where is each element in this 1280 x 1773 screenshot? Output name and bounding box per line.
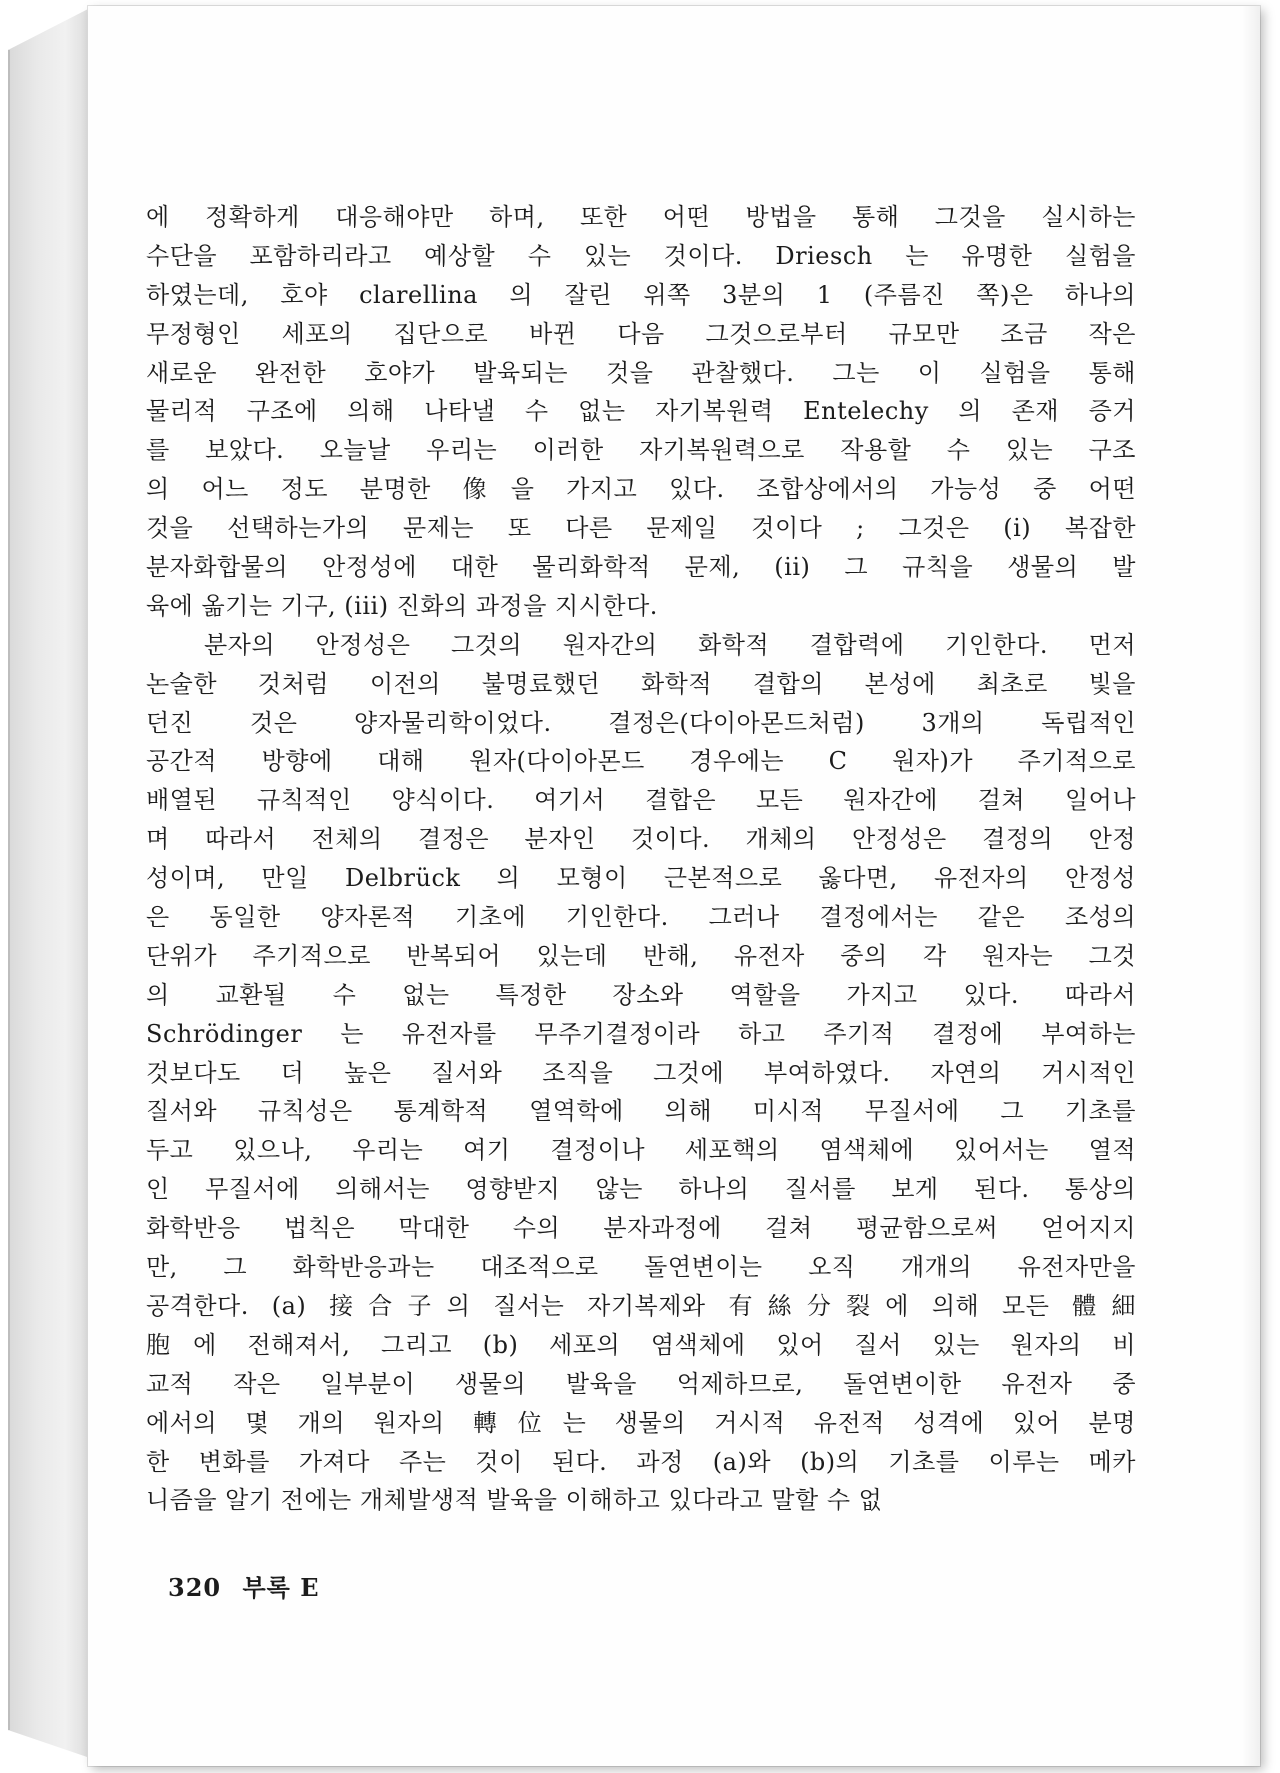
text-line: 교적 작은 일부분이 생물의 발육을 억제하므로, 돌연변이한 유전자 중 [146, 1369, 1136, 1398]
text-line: 니즘을 알기 전에는 개체발생적 발육을 이해하고 있다라고 말할 수 없 [146, 1486, 883, 1515]
text-line: 배열된 규칙적인 양식이다. 여기서 결합은 모든 원자간에 걸쳐 일어나 [146, 786, 1136, 815]
text-line: 육에 옮기는 기구, (iii) 진화의 과정을 지시한다. [146, 591, 658, 620]
text-line: 에서의 몇 개의 원자의 轉位는 생물의 거시적 유전적 성격에 있어 분명 [146, 1408, 1136, 1437]
text-line: 은 동일한 양자론적 기초에 기인한다. 그러나 결정에서는 같은 조성의 [146, 903, 1136, 932]
text-line: 에 정확하게 대응해야만 하며, 또한 어떤 방법을 통해 그것을 실시하는 [146, 203, 1136, 231]
text-line: 성이며, 만일 Delbrück 의 모형이 근본적으로 옳다면, 유전자의 안정성 [146, 864, 1136, 893]
text-line: 분자화합물의 안정성에 대한 물리화학적 문제, (ii) 그 규칙을 생물의 발 [146, 553, 1136, 582]
text-line: Schrödinger 는 유전자를 무주기결정이라 하고 주기적 결정에 부여하는 [146, 1019, 1136, 1048]
text-line: 던진 것은 양자물리학이었다. 결정은(다이아몬드처럼) 3개의 독립적인 [146, 708, 1136, 737]
text-line: 공격한다. (a) 接合子의 질서는 자기복제와 有絲分裂에 의해 모든 體細 [146, 1291, 1136, 1320]
text-line: 의 어느 정도 분명한 像을 가지고 있다. 조합상에서의 가능성 중 어떤 [146, 475, 1136, 504]
text-line: 화학반응 법칙은 막대한 수의 분자과정에 걸쳐 평균함으로써 얻어지지 [146, 1214, 1136, 1243]
text-line: 새로운 완전한 호야가 발육되는 것을 관찰했다. 그는 이 실험을 통해 [146, 358, 1136, 387]
paragraph [146, 198, 1136, 626]
text-line: 한 변화를 가져다 주는 것이 된다. 과정 (a)와 (b)의 기초를 이루는 메카 [146, 1447, 1136, 1476]
text-line: 며 따라서 전체의 결정은 분자인 것이다. 개체의 안정성은 결정의 안정 [146, 825, 1136, 854]
body-text [146, 198, 1136, 1520]
text-line: 것보다도 더 높은 질서와 조직을 그것에 부여하였다. 자연의 거시적인 [146, 1058, 1136, 1087]
book-spine-line [8, 50, 10, 1730]
text-line: 胞에 전해져서, 그리고 (b) 세포의 염색체에 있어 질서 있는 원자의 비 [146, 1330, 1136, 1359]
text-line: 인 무질서에 의해서는 영향받지 않는 하나의 질서를 보게 된다. 통상의 [146, 1175, 1136, 1204]
book-spine-edge [8, 8, 90, 1758]
text-line: 만, 그 화학반응과는 대조적으로 돌연변이는 오직 개개의 유전자만을 [146, 1253, 1136, 1282]
page-shadow-edge [1242, 6, 1260, 1766]
text-line: 공간적 방향에 대해 원자(다이아몬드 경우에는 C 원자)가 주기적으로 [146, 747, 1136, 776]
text-line: 의 교환될 수 없는 특정한 장소와 역할을 가지고 있다. 따라서 [146, 980, 1136, 1009]
text-line: 두고 있으나, 우리는 여기 결정이나 세포핵의 염색체에 있어서는 열적 [146, 1136, 1136, 1165]
text-line: 하였는데, 호야 clarellina 의 잘린 위쪽 3분의 1 (주름진 쪽)은 하나의 [146, 280, 1136, 309]
text-line: 를 보았다. 오늘날 우리는 이러한 자기복원력으로 작용할 수 있는 구조 [146, 436, 1136, 465]
paragraph [146, 626, 1136, 1520]
page-footer [168, 1568, 332, 1603]
text-line: 질서와 규칙성은 통계학적 열역학에 의해 미시적 무질서에 그 기초를 [146, 1097, 1136, 1126]
text-line: 분자의 안정성은 그것의 원자간의 화학적 결합력에 기인한다. 먼저 [204, 630, 1136, 659]
text-line: 무정형인 세포의 집단으로 바뀐 다음 그것으로부터 규모만 조금 작은 [146, 319, 1136, 348]
text-line: 것을 선택하는가의 문제는 또 다른 문제일 것이다 ; 그것은 (i) 복잡한 [146, 514, 1136, 543]
text-line: 단위가 주기적으로 반복되어 있는데 반해, 유전자 중의 각 원자는 그것 [146, 941, 1136, 970]
text-line: 물리적 구조에 의해 나타낼 수 없는 자기복원력 Entelechy 의 존재 증거 [146, 397, 1136, 426]
text-line: 수단을 포함하리라고 예상할 수 있는 것이다. Driesch 는 유명한 실험을 [146, 241, 1136, 270]
page-number: 320 [168, 1573, 222, 1602]
text-line: 논술한 것처럼 이전의 불명료했던 화학적 결합의 본성에 최초로 빛을 [146, 669, 1136, 698]
section-title: 부록 E [242, 1573, 320, 1602]
